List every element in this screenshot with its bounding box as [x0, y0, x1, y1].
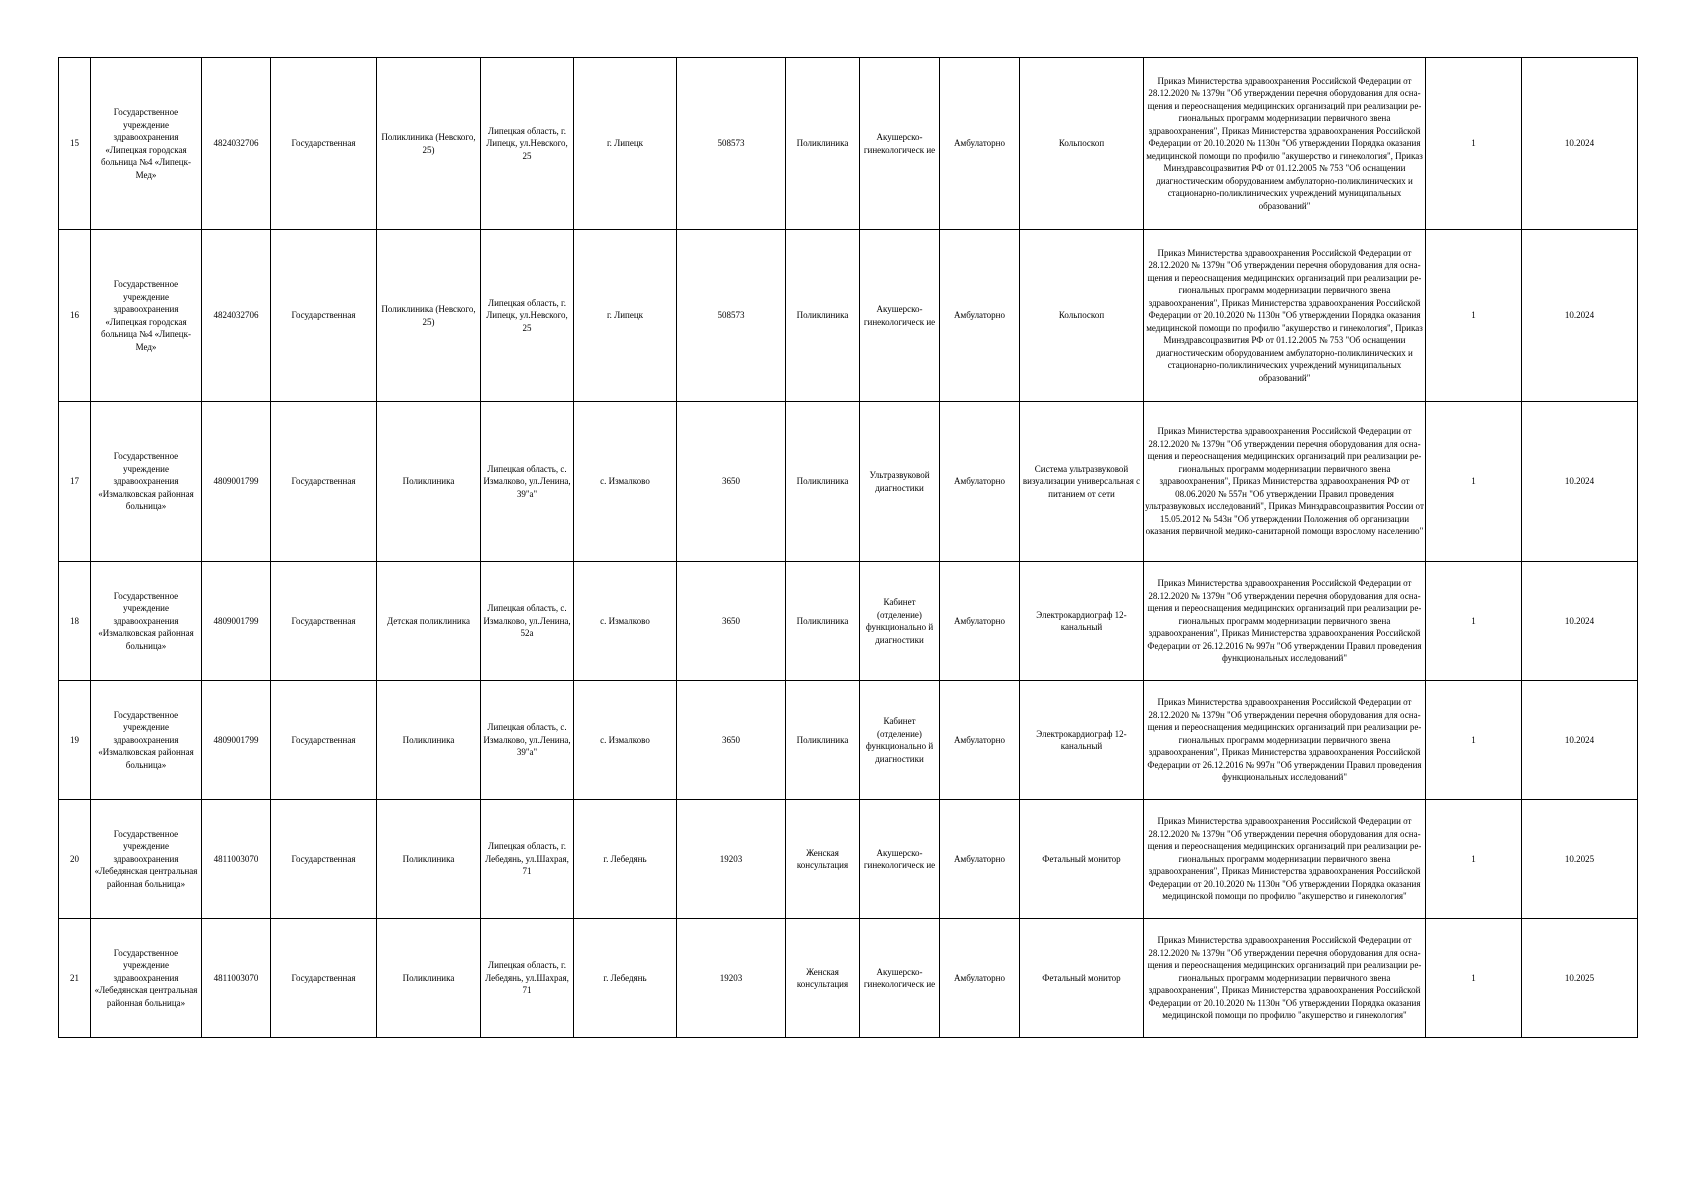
legal-basis-cell: Приказ Министерства здравоохранения Российской Федерации от 28.12.2020 № 1379н "Об утверждении перечня оборудования для осна-щения и переоснащения медицинских организаций при реализации ре-гиональных программ модернизации первичного звена здравоохранения", Приказ Министерства здравоохранения Российской Федерации от 20.10.2020 № 1130н "Об утверждении Порядка оказания медицинской помощи по профилю "акушерство и гинекология" — [1144, 919, 1426, 1038]
inn-cell: 4811003070 — [202, 800, 271, 919]
profile-cell: Кабинет (отделение) функционально й диагностики — [860, 681, 940, 800]
population-cell: 19203 — [677, 919, 786, 1038]
equipment-cell: Электрокардиограф 12-канальный — [1020, 562, 1144, 681]
date-cell: 10.2025 — [1522, 919, 1638, 1038]
facility-type-cell: Поликлиника — [786, 562, 860, 681]
equipment-cell: Кольпоскоп — [1020, 58, 1144, 230]
address-cell: Липецкая область, с. Измалково, ул.Ленина, 39"а" — [481, 402, 574, 562]
row-number-cell: 19 — [59, 681, 91, 800]
address-cell: Липецкая область, г. Лебедянь, ул.Шахрая, 71 — [481, 919, 574, 1038]
quantity-cell: 1 — [1426, 402, 1522, 562]
facility-type-cell: Поликлиника — [786, 402, 860, 562]
organization-cell: Государственное учреждение здравоохранения «Липецкая городская больница №4 «Липецк-Мед» — [91, 58, 202, 230]
equipment-cell: Кольпоскоп — [1020, 230, 1144, 402]
care-condition-cell: Амбулаторно — [940, 230, 1020, 402]
profile-cell: Ультразвуковой диагностики — [860, 402, 940, 562]
legal-basis-cell: Приказ Министерства здравоохранения Российской Федерации от 28.12.2020 № 1379н "Об утверждении перечня оборудования для осна-щения и переоснащения медицинских организаций при реализации ре-гиональных программ модернизации первичного звена здравоохранения", Приказ Министерства здравоохранения Российской Федерации от 20.10.2020 № 1130н "Об утверждении Порядка оказания медицинской помощи по профилю "акушерство и гинекология", Приказ Минздравсоцразвития РФ от 01.12.2005 № 753 "Об оснащении диагностическим оборудованием амбулаторно-поликлинических и стационарно-поликлинических учреждений муниципальных образований" — [1144, 230, 1426, 402]
care-condition-cell: Амбулаторно — [940, 919, 1020, 1038]
table-row — [59, 402, 1638, 562]
profile-cell: Акушерско-гинекологическ ие — [860, 58, 940, 230]
locality-cell: г. Липецк — [574, 58, 677, 230]
ownership-cell: Государственная — [271, 562, 377, 681]
quantity-cell: 1 — [1426, 800, 1522, 919]
row-number-cell: 20 — [59, 800, 91, 919]
inn-cell: 4809001799 — [202, 402, 271, 562]
subdivision-cell: Поликлиника (Невского, 25) — [377, 58, 481, 230]
locality-cell: с. Измалково — [574, 402, 677, 562]
care-condition-cell: Амбулаторно — [940, 402, 1020, 562]
facility-type-cell: Поликлиника — [786, 681, 860, 800]
population-cell: 3650 — [677, 402, 786, 562]
address-cell: Липецкая область, с. Измалково, ул.Ленина, 52а — [481, 562, 574, 681]
legal-basis-cell: Приказ Министерства здравоохранения Российской Федерации от 28.12.2020 № 1379н "Об утверждении перечня оборудования для осна-щения и переоснащения медицинских организаций при реализации ре-гиональных программ модернизации первичного звена здравоохранения", Приказ Министерства здравоохранения Российской Федерации от 26.12.2016 № 997н "Об утверждении Правил проведения функциональных исследований" — [1144, 681, 1426, 800]
table-row — [59, 562, 1638, 681]
ownership-cell: Государственная — [271, 402, 377, 562]
table-row — [59, 919, 1638, 1038]
address-cell: Липецкая область, с. Измалково, ул.Ленина, 39"а" — [481, 681, 574, 800]
facility-type-cell: Поликлиника — [786, 58, 860, 230]
organization-cell: Государственное учреждение здравоохранения «Лебедянская центральная районная больница» — [91, 919, 202, 1038]
legal-basis-cell: Приказ Министерства здравоохранения Российской Федерации от 28.12.2020 № 1379н "Об утверждении перечня оборудования для осна-щения и переоснащения медицинских организаций при реализации ре-гиональных программ модернизации первичного звена здравоохранения", Приказ Министерства здравоохранения Российской Федерации от 20.10.2020 № 1130н "Об утверждении Порядка оказания медицинской помощи по профилю "акушерство и гинекология" — [1144, 800, 1426, 919]
subdivision-cell: Поликлиника — [377, 402, 481, 562]
organization-cell: Государственное учреждение здравоохранения «Измалковская районная больница» — [91, 402, 202, 562]
facility-type-cell: Женская консультация — [786, 919, 860, 1038]
address-cell: Липецкая область, г. Липецк, ул.Невского, 25 — [481, 230, 574, 402]
table-row — [59, 230, 1638, 402]
date-cell: 10.2024 — [1522, 230, 1638, 402]
row-number-cell: 17 — [59, 402, 91, 562]
quantity-cell: 1 — [1426, 681, 1522, 800]
profile-cell: Кабинет (отделение) функционально й диагностики — [860, 562, 940, 681]
row-number-cell: 21 — [59, 919, 91, 1038]
date-cell: 10.2024 — [1522, 58, 1638, 230]
care-condition-cell: Амбулаторно — [940, 681, 1020, 800]
profile-cell: Акушерско-гинекологическ ие — [860, 230, 940, 402]
ownership-cell: Государственная — [271, 919, 377, 1038]
population-cell: 508573 — [677, 230, 786, 402]
subdivision-cell: Поликлиника — [377, 800, 481, 919]
organization-cell: Государственное учреждение здравоохранения «Измалковская районная больница» — [91, 681, 202, 800]
table-body — [59, 58, 1638, 1038]
table-row — [59, 58, 1638, 230]
equipment-cell: Система ультразвуковой визуализации универсальная с питанием от сети — [1020, 402, 1144, 562]
ownership-cell: Государственная — [271, 681, 377, 800]
profile-cell: Акушерско-гинекологическ ие — [860, 919, 940, 1038]
ownership-cell: Государственная — [271, 800, 377, 919]
quantity-cell: 1 — [1426, 58, 1522, 230]
equipment-cell: Электрокардиограф 12-канальный — [1020, 681, 1144, 800]
facility-type-cell: Женская консультация — [786, 800, 860, 919]
organization-cell: Государственное учреждение здравоохранения «Измалковская районная больница» — [91, 562, 202, 681]
date-cell: 10.2025 — [1522, 800, 1638, 919]
inn-cell: 4809001799 — [202, 681, 271, 800]
locality-cell: г. Липецк — [574, 230, 677, 402]
care-condition-cell: Амбулаторно — [940, 58, 1020, 230]
subdivision-cell: Поликлиника (Невского, 25) — [377, 230, 481, 402]
row-number-cell: 18 — [59, 562, 91, 681]
inn-cell: 4824032706 — [202, 58, 271, 230]
population-cell: 19203 — [677, 800, 786, 919]
ownership-cell: Государственная — [271, 230, 377, 402]
quantity-cell: 1 — [1426, 562, 1522, 681]
date-cell: 10.2024 — [1522, 562, 1638, 681]
population-cell: 508573 — [677, 58, 786, 230]
date-cell: 10.2024 — [1522, 681, 1638, 800]
care-condition-cell: Амбулаторно — [940, 800, 1020, 919]
locality-cell: г. Лебедянь — [574, 800, 677, 919]
legal-basis-cell: Приказ Министерства здравоохранения Российской Федерации от 28.12.2020 № 1379н "Об утверждении перечня оборудования для осна-щения и переоснащения медицинских организаций при реализации ре-гиональных программ модернизации первичного звена здравоохранения", Приказ Министерства здравоохранения РФ от 08.06.2020 № 557н "Об утверждении Правил проведения ультразвуковых исследований", Приказ Минздравсоцразвития России от 15.05.2012 № 543н "Об утверждении Положения об организации оказания первичной медико-санитарной помощи взрослому населению" — [1144, 402, 1426, 562]
population-cell: 3650 — [677, 681, 786, 800]
equipment-cell: Фетальный монитор — [1020, 919, 1144, 1038]
locality-cell: с. Измалково — [574, 562, 677, 681]
legal-basis-cell: Приказ Министерства здравоохранения Российской Федерации от 28.12.2020 № 1379н "Об утверждении перечня оборудования для осна-щения и переоснащения медицинских организаций при реализации ре-гиональных программ модернизации первичного звена здравоохранения", Приказ Министерства здравоохранения Российской Федерации от 20.10.2020 № 1130н "Об утверждении Порядка оказания медицинской помощи по профилю "акушерство и гинекология", Приказ Минздравсоцразвития РФ от 01.12.2005 № 753 "Об оснащении диагностическим оборудованием амбулаторно-поликлинических и стационарно-поликлинических учреждений муниципальных образований" — [1144, 58, 1426, 230]
profile-cell: Акушерско-гинекологическ ие — [860, 800, 940, 919]
equipment-cell: Фетальный монитор — [1020, 800, 1144, 919]
table-row — [59, 800, 1638, 919]
quantity-cell: 1 — [1426, 230, 1522, 402]
address-cell: Липецкая область, г. Лебедянь, ул.Шахрая, 71 — [481, 800, 574, 919]
facility-type-cell: Поликлиника — [786, 230, 860, 402]
row-number-cell: 15 — [59, 58, 91, 230]
subdivision-cell: Детская поликлиника — [377, 562, 481, 681]
organization-cell: Государственное учреждение здравоохранения «Липецкая городская больница №4 «Липецк-Мед» — [91, 230, 202, 402]
inn-cell: 4811003070 — [202, 919, 271, 1038]
care-condition-cell: Амбулаторно — [940, 562, 1020, 681]
inn-cell: 4824032706 — [202, 230, 271, 402]
equipment-table — [58, 57, 1638, 1038]
row-number-cell: 16 — [59, 230, 91, 402]
subdivision-cell: Поликлиника — [377, 681, 481, 800]
ownership-cell: Государственная — [271, 58, 377, 230]
organization-cell: Государственное учреждение здравоохранения «Лебедянская центральная районная больница» — [91, 800, 202, 919]
table-row — [59, 681, 1638, 800]
locality-cell: с. Измалково — [574, 681, 677, 800]
inn-cell: 4809001799 — [202, 562, 271, 681]
subdivision-cell: Поликлиника — [377, 919, 481, 1038]
quantity-cell: 1 — [1426, 919, 1522, 1038]
address-cell: Липецкая область, г. Липецк, ул.Невского, 25 — [481, 58, 574, 230]
legal-basis-cell: Приказ Министерства здравоохранения Российской Федерации от 28.12.2020 № 1379н "Об утверждении перечня оборудования для осна-щения и переоснащения медицинских организаций при реализации ре-гиональных программ модернизации первичного звена здравоохранения", Приказ Министерства здравоохранения Российской Федерации от 26.12.2016 № 997н "Об утверждении Правил проведения функциональных исследований" — [1144, 562, 1426, 681]
locality-cell: г. Лебедянь — [574, 919, 677, 1038]
date-cell: 10.2024 — [1522, 402, 1638, 562]
population-cell: 3650 — [677, 562, 786, 681]
